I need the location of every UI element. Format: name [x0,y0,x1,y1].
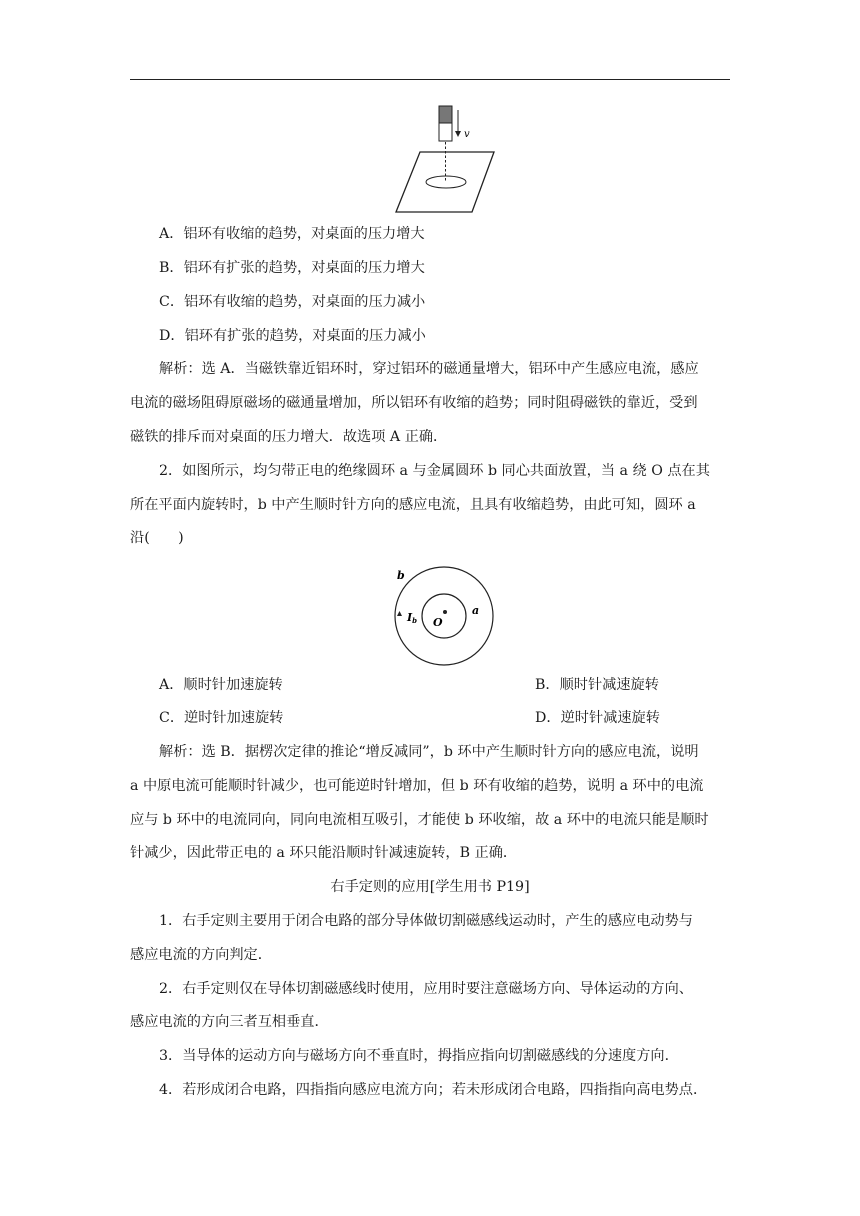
q2-option-a: A．顺时针加速旋转 [159,677,283,693]
figure-concentric-rings [388,562,500,668]
q2-option-row [130,708,763,728]
q2-stem-line: 2．如图所示，均匀带正电的绝缘圆环 a 与金属圆环 b 同心共面放置，当 a 绕 O 点在其 [159,463,710,479]
section-title: 右手定则的应用[学生用书 P19] [330,879,530,895]
figure-magnet-ring [390,104,510,216]
q2-stem-line: 所在平面内旋转时，b 中产生顺时针方向的感应电流，且具有收缩趋势，由此可知，圆环 a [130,497,696,513]
q1-analysis-line: 电流的磁场阻碍原磁场的磁通量增加，所以铝环有收缩的趋势；同时阻碍磁铁的靠近，受到 [130,395,698,411]
header-rule [130,79,730,80]
point-line: 感应电流的方向判定． [130,947,272,963]
current-label: Ib [407,611,418,625]
q1-analysis-line: 磁铁的排斥而对桌面的压力增大．故选项 A 正确． [130,429,448,445]
point-line: 1．右手定则主要用于闭合电路的部分导体做切割磁感线运动时，产生的感应电动势与 [159,913,693,929]
q1-analysis-line: 解析：选 A．当磁铁靠近铝环时，穿过铝环的磁通量增大，铝环中产生感应电流，感应 [159,361,699,377]
point-line: 3．当导体的运动方向与磁场方向不垂直时，拇指应指向切割磁感线的分速度方向． [159,1048,679,1064]
point-line: 感应电流的方向三者互相垂直． [130,1014,329,1030]
q1-option-b: B．铝环有扩张的趋势，对桌面的压力增大 [159,260,425,276]
q2-analysis-line: 解析：选 B．据楞次定律的推论“增反减同”，b 环中产生顺时针方向的感应电流，说明 [159,744,699,760]
q2-analysis-line: 针减少，因此带正电的 a 环只能沿顺时针减速旋转，B 正确． [130,845,518,861]
q2-option-c: C．逆时针加速旋转 [159,710,284,726]
q1-option-a: A．铝环有收缩的趋势，对桌面的压力增大 [159,226,425,242]
q1-option-c: C．铝环有收缩的趋势，对桌面的压力减小 [159,294,426,310]
point-line: 2．右手定则仅在导体切割磁感线时使用，应用时要注意磁场方向、导体运动的方向、 [159,981,693,997]
ring-a-label: a [472,604,480,617]
ring-b-label: b [397,569,405,582]
q2-option-b: B．顺时针减速旋转 [535,677,659,693]
q2-option-row [130,675,763,695]
q1-option-d: D．铝环有扩张的趋势，对桌面的压力减小 [159,328,426,344]
q2-analysis-line: 应与 b 环中的电流同向，同向电流相互吸引，才能使 b 环收缩，故 a 环中的电流只能是顺时 [130,812,709,828]
point-line: 4．若形成闭合电路，四指指向感应电流方向；若未形成闭合电路，四指指向高电势点． [159,1082,708,1098]
q2-stem-line: 沿( ) [130,530,184,546]
q2-option-d: D．逆时针减速旋转 [535,710,660,726]
center-o-label: O [433,616,443,629]
q2-analysis-line: a 中原电流可能顺时针减少，也可能逆时针增加，但 b 环有收缩的趋势，说明 a 环中的电流 [130,778,704,794]
velocity-label: v [464,129,470,140]
